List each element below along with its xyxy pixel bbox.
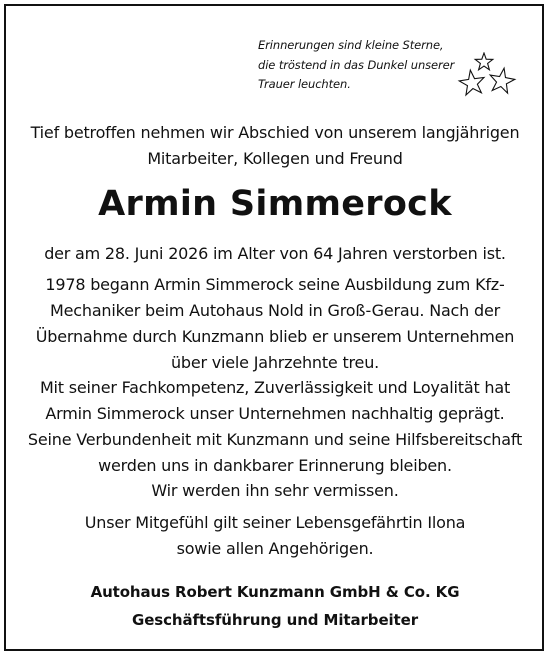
death-line-text: der am 28. Juni 2026 im Alter von 64 Jahren verstorben ist. (44, 244, 506, 263)
paragraph-line: Übernahme durch Kunzmann blieb er unserem Unternehmen (35, 327, 515, 346)
star-icon (475, 53, 493, 70)
tribute-paragraph (10, 375, 540, 479)
signoff-team: Geschäftsführung und Mitarbeiter (132, 611, 418, 629)
paragraph-line: werden uns in dankbarer Erinnerung bleiben. (98, 456, 452, 475)
paragraph-line: Mit seiner Fachkompetenz, Zuverlässigkeit und Loyalität hat (39, 378, 511, 397)
stars-icon (456, 52, 520, 104)
intro-line: Tief betroffen nehmen wir Abschied von unserem langjährigen (30, 123, 520, 142)
paragraph-line: Unser Mitgefühl gilt seiner Lebensgefährtin Ilona (84, 513, 466, 532)
paragraph-line: Mechaniker beim Autohaus Nold in Groß-Gerau. Nach der (50, 301, 500, 320)
star-icon (488, 66, 517, 94)
quote-line: die tröstend in das Dunkel unserer (258, 57, 455, 72)
death-line (10, 241, 540, 267)
intro-text (10, 120, 540, 172)
star-icon (458, 68, 486, 95)
miss-line (10, 478, 540, 504)
paragraph-line: sowie allen Angehörigen. (176, 539, 374, 558)
paragraph-line: Seine Verbundenheit mit Kunzmann und seine Hilfsbereitschaft (27, 430, 523, 449)
deceased-name: Armin Simmerock (98, 184, 452, 224)
quote-line: Trauer leuchten. (258, 77, 351, 91)
quote-line: Erinnerungen sind kleine Sterne, (258, 38, 444, 52)
memorial-quote (258, 36, 478, 95)
paragraph-line: über viele Jahrzehnte treu. (170, 353, 380, 372)
career-paragraph (10, 272, 540, 376)
intro-line: Mitarbeiter, Kollegen und Freund (147, 149, 403, 168)
paragraph-line: Armin Simmerock unser Unternehmen nachhaltig geprägt. (45, 404, 505, 423)
company-name: Autohaus Robert Kunzmann GmbH & Co. KG (90, 583, 460, 601)
condolence-paragraph (10, 510, 540, 562)
paragraph-line: 1978 begann Armin Simmerock seine Ausbildung zum Kfz- (45, 275, 505, 294)
miss-line-text: Wir werden ihn sehr vermissen. (151, 481, 399, 500)
